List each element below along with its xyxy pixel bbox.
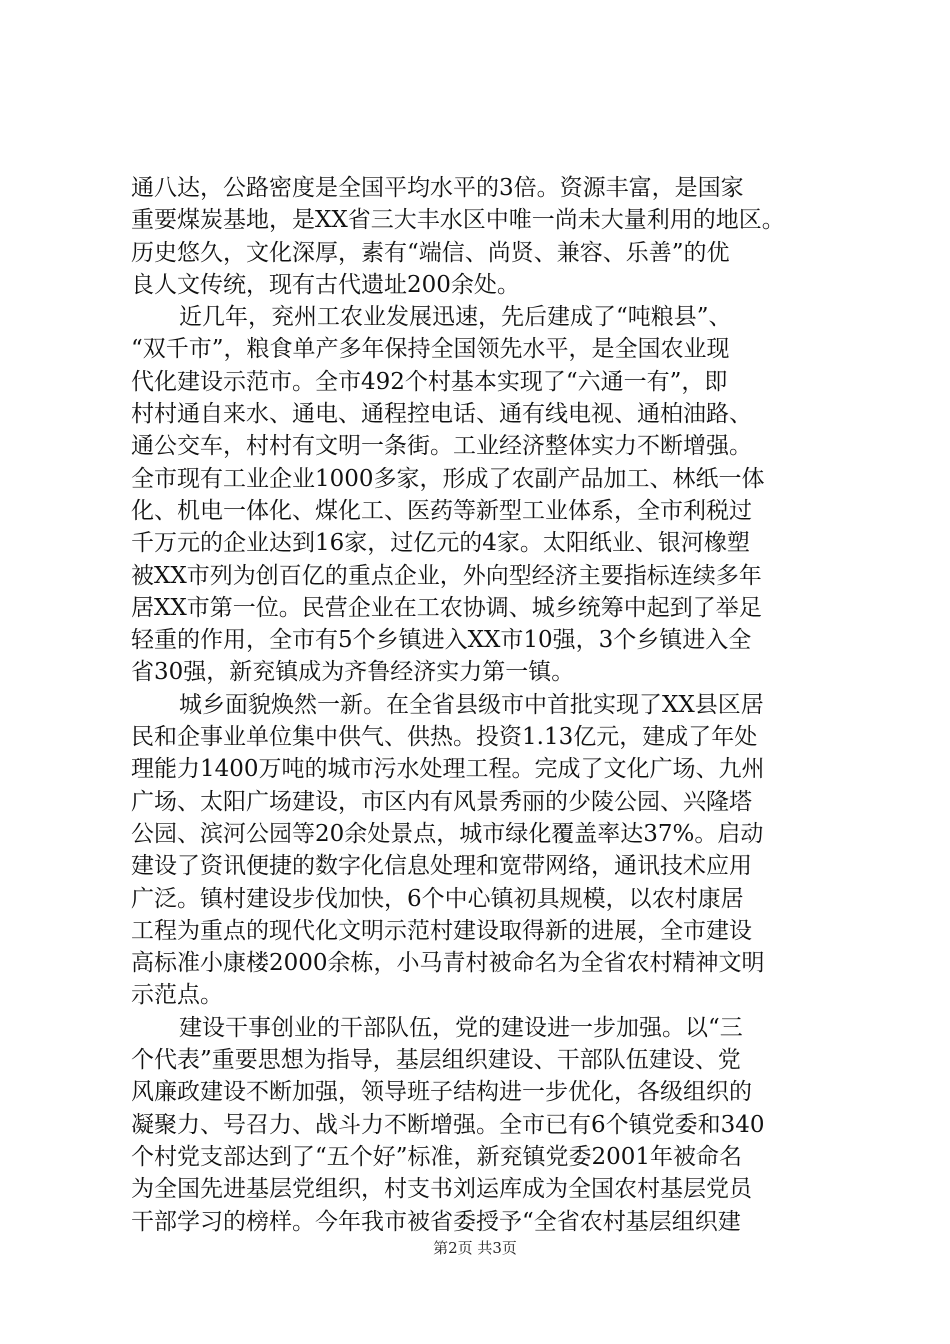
text-line: 理能力1400万吨的城市污水处理工程。完成了文化广场、九州 [131, 756, 765, 783]
text-line: 个代表”重要思想为指导，基层组织建设、干部队伍建设、党 [131, 1047, 741, 1074]
text-line: 省30强，新兖镇成为齐鲁经济实力第一镇。 [131, 659, 575, 686]
text-line: 化、机电一体化、煤化工、医药等新型工业体系，全市利税过 [131, 497, 752, 524]
text-line: 城乡面貌焕然一新。在全省县级市中首批实现了XX县区居 [179, 691, 764, 718]
text-line: 良人文传统，现有古代遗址200余处。 [131, 271, 520, 298]
text-line: 村村通自来水、通电、通程控电话、通有线电视、通柏油路、 [131, 401, 752, 428]
text-line: 示范点。 [131, 982, 223, 1009]
text-line: 干部学习的榜样。今年我市被省委授予“全省农村基层组织建 [131, 1208, 741, 1235]
paragraph [131, 1012, 829, 1238]
text-line: 民和企事业单位集中供气、供热。投资1.13亿元，建成了年处 [131, 724, 758, 751]
text-line: 凝聚力、号召力、战斗力不断增强。全市已有6个镇党委和340 [131, 1111, 765, 1138]
text-line: 重要煤炭基地，是XX省三大丰水区中唯一尚未大量利用的地区。 [131, 207, 785, 234]
text-line: “双千市”，粮食单产多年保持全国领先水平，是全国农业现 [131, 336, 730, 363]
text-line: 通八达，公路密度是全国平均水平的3倍。资源丰富，是国家 [131, 175, 744, 201]
document-body [131, 172, 829, 1238]
text-line: 工程为重点的现代化文明示范村建设取得新的进展，全市建设 [131, 917, 752, 944]
text-line: 千万元的企业达到16家，过亿元的4家。太阳纸业、银河橡塑 [131, 530, 750, 557]
text-line: 广场、太阳广场建设，市区内有风景秀丽的少陵公园、兴隆塔 [131, 788, 752, 815]
text-line: 个村党支部达到了“五个好”标准，新兖镇党委2001年被命名 [131, 1143, 743, 1170]
paragraph [131, 689, 829, 1012]
text-line: 被XX市列为创百亿的重点企业，外向型经济主要指标连续多年 [131, 562, 762, 589]
text-line: 近几年，兖州工农业发展迅速，先后建成了“吨粮县”、 [179, 304, 732, 331]
text-line: 高标准小康楼2000余栋，小马青村被命名为全省农村精神文明 [131, 950, 765, 977]
text-line: 广泛。镇村建设步伐加快，6个中心镇初具规模，以农村康居 [131, 885, 744, 912]
paragraph [131, 172, 829, 301]
text-line: 建设干事创业的干部队伍，党的建设进一步加强。以“三 [179, 1014, 743, 1041]
text-line: 通公交车，村村有文明一条街。工业经济整体实力不断增强。 [131, 433, 752, 460]
text-line: 风廉政建设不断加强，领导班子结构进一步优化，各级组织的 [131, 1079, 752, 1106]
page-number-footer: 第2页 共3页 [433, 1239, 517, 1257]
paragraph [131, 301, 829, 689]
text-line: 代化建设示范市。全市492个村基本实现了“六通一有”，即 [131, 368, 728, 395]
text-line: 居XX市第一位。民营企业在工农协调、城乡统筹中起到了举足 [131, 594, 762, 621]
text-line: 轻重的作用，全市有5个乡镇进入XX市10强，3个乡镇进入全 [131, 627, 752, 654]
text-line: 全市现有工业企业1000多家，形成了农副产品加工、林纸一体 [131, 465, 765, 492]
text-line: 历史悠久，文化深厚，素有“端信、尚贤、兼容、乐善”的优 [131, 239, 730, 266]
text-line: 建设了资讯便捷的数字化信息处理和宽带网络，通讯技术应用 [131, 853, 752, 880]
text-line: 为全国先进基层党组织，村支书刘运库成为全国农村基层党员 [131, 1176, 752, 1203]
text-line: 公园、滨河公园等20余处景点，城市绿化覆盖率达37%。启动 [131, 820, 764, 847]
